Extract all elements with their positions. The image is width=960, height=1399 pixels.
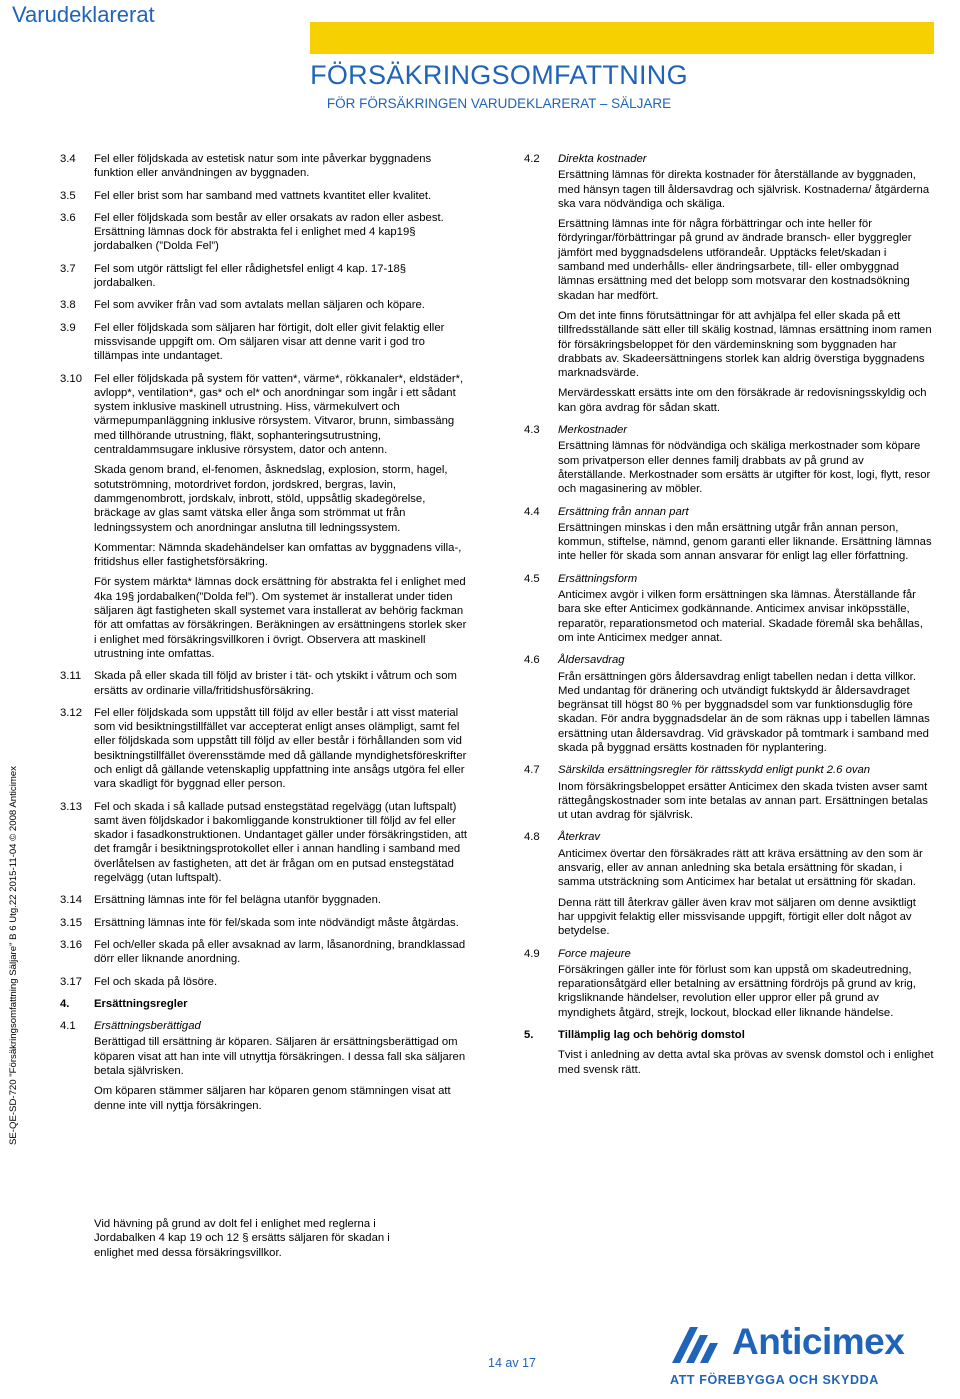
- clause-text: Berättigad till ersättning är köparen. Säljaren är ersättningsberättigad om köparen visat att han inte vill utnyttja försäkringen. I dessa fall ska säljaren betala självrisken.: [94, 1036, 466, 1078]
- clause-text: Fel eller följdskada av estetisk natur som inte påverkar byggnadens funktion eller användningen av byggnaden.: [94, 153, 432, 180]
- clause-number: 4.1: [60, 1020, 76, 1033]
- clause-4-9: [524, 947, 934, 1020]
- clause-number: 3.7: [60, 262, 76, 275]
- clause-heading: Direkta kostnader: [558, 153, 647, 165]
- clause-3-13: [60, 800, 470, 886]
- clause-number: 4.2: [524, 153, 540, 165]
- left-column: [60, 152, 470, 1121]
- clause-text: Ersättning lämnas inte för fel belägna utanför byggnaden.: [94, 894, 382, 907]
- clause-number: 3.14: [60, 894, 82, 907]
- clause-text: Ersättning lämnas inte för fel/skada som inte nödvändigt måste åtgärdas.: [94, 916, 459, 929]
- clause-text: Mervärdesskatt ersätts inte om den försäkrade är redovisningsskyldig och kan göra avdrag för sådan skatt.: [558, 387, 927, 414]
- page-subtitle: FÖR FÖRSÄKRINGEN VARUDEKLARERAT – SÄLJARE: [326, 96, 672, 111]
- clause-number: 4.5: [524, 572, 540, 585]
- clause-number: 4.6: [524, 654, 540, 667]
- clause-3-12: [60, 706, 470, 792]
- logo-tagline: ATT FÖREBYGGA OCH SKYDDA: [670, 1373, 879, 1387]
- clause-number: 4.7: [524, 764, 540, 777]
- clause-text: Fel eller följdskada som består av eller orsakats av radon eller asbest. Ersättning lämnas dock för abstrakta fel i enlighet med 4 kap19§ jordabalken (”Dolda Fel”): [94, 211, 444, 253]
- clause-heading: Återkrav: [558, 831, 601, 844]
- clause-3-4: [60, 152, 470, 181]
- clause-4-8: [524, 830, 934, 938]
- clause-number: 3.9: [60, 321, 76, 334]
- clause-text: Skada genom brand, el-fenomen, åsknedslag, explosion, storm, hagel, sotutströmning, motordrivet fordon, jordskred, bergras, lavin, dammgenombrott, jordskalv, inbrott, stöld, uppsåtlig skadegörelse, bräckage av glas samt vätska eller ånga som strömmat ut från ledningssystem och anordningar anslutna till ledningssystem.: [94, 464, 448, 534]
- clause-text: Skada på eller skada till följd av brister i tät- och ytskikt i våtrum och som ersätts av ordinarie villa/fritidshusförsäkring.: [94, 670, 457, 697]
- clause-text: Fel som avviker från vad som avtalats mellan säljaren och köpare.: [94, 299, 425, 312]
- clause-text: Ersättning lämnas för direkta kostnader för återställande av byggnaden, med hänsyn tagen till åldersavdrag och självrisk. Kostnaderna/ åtgärderna ska vara nödvändiga och skäliga.: [558, 169, 930, 210]
- clause-3-8: [60, 298, 470, 312]
- clause-number: 5.: [524, 1029, 534, 1042]
- clause-text: Tvist i anledning av detta avtal ska prövas av svensk domstol och i enlighet med svensk rätt.: [558, 1049, 934, 1076]
- clause-text: Fel eller brist som har samband med vattnets kvantitet eller kvalitet.: [94, 189, 432, 202]
- clause-3-11: [60, 669, 470, 698]
- clause-4-1: [60, 1019, 470, 1113]
- anticimex-logo: [668, 1323, 938, 1391]
- clause-number: 3.11: [60, 670, 82, 683]
- clause-heading: Ersättningsregler: [94, 997, 188, 1010]
- clause-3-9: [60, 321, 470, 364]
- document-reference: SE-QE-SD-720 "Försäkringsomfattning Säljare" B 6 Utg.22 2015-11-04 © 2008 Anticimex: [8, 766, 19, 1145]
- clause-text: Kommentar: Nämnda skadehändelser kan omfattas av byggnadens villa-, fritidshus eller fastighetsförsäkring.: [94, 541, 462, 569]
- clause-text: Anticimex övertar den försäkrades rätt att kräva ersättning av den som är ansvarig, eller av annan anledning ska betala ersättning för skadan, i samma utsträckning som Anticimex har betalat ut ersättning för skadan.: [558, 847, 923, 889]
- clause-3-10: [60, 372, 470, 662]
- clause-text: Ersättning lämnas inte för några förbättringar och inte heller för fördyringar/förbättringar på grund av ändrade bransch- eller byggregler jämfört med byggnadsdelens utförandeår. Upptäcks felet/skadan i samband med underhålls- eller ändringsarbete, till- eller ombyggnad lämnas ersättning med det belopp som motsvarar den kostnadsökning skadan har medfört.: [558, 218, 912, 302]
- clause-number: 3.10: [60, 372, 82, 385]
- footer-note: Vid hävning på grund av dolt fel i enlighet med reglerna i Jordabalken 4 kap 19 och 12 § ersätts säljaren för skadan i enlighet med dessa försäkringsvillkor.: [94, 1218, 390, 1259]
- logo-mark-icon: [668, 1323, 726, 1367]
- clause-3-16: [60, 938, 470, 967]
- clause-3-15: [60, 916, 470, 930]
- yellow-band: [310, 22, 934, 54]
- clause-text: Denna rätt till återkrav gäller även krav mot säljaren om denne avsiktligt har uppgivit felaktig eller missvisande uppgift, förtigit eller dolt något av betydelse.: [558, 896, 916, 938]
- clause-number: 3.16: [60, 938, 82, 951]
- clause-text: Ersättningen minskas i den mån ersättning utgår från annan person, kommun, stiftelse, nämnd, genom garanti eller liknande. Ersättning lämnas inte heller för skada som annan ansvarar för enligt lag eller författning.: [558, 521, 932, 563]
- clause-text: Försäkringen gäller inte för förlust som kan uppstå om skadeutredning, reparationsåtgärd eller betalning av ersättning fördröjs på grund av krig, krigsliknande händelser, revolution eller uppror eller på grund av myndighets åtgärd, strejk, lockout, blockad eller liknande händelse.: [558, 963, 916, 1019]
- clause-number: 4.: [60, 997, 70, 1010]
- clause-4-2: [524, 152, 934, 415]
- clause-3-6: [60, 211, 470, 254]
- clause-heading: Merkostnader: [558, 424, 628, 437]
- clause-text: Fel och/eller skada på eller avsaknad av larm, låsanordning, brandklassad dörr eller liknande anordning.: [94, 938, 466, 966]
- clause-heading: Force majeure: [558, 947, 631, 960]
- clause-heading: Ersättningsform: [558, 572, 638, 585]
- logo-name: Anticimex: [732, 1321, 905, 1362]
- clause-heading: Ersättning från annan part: [558, 505, 689, 518]
- clause-number: 3.15: [60, 916, 82, 929]
- clause-heading: Tillämplig lag och behörig domstol: [558, 1029, 745, 1042]
- clause-text: Fel och skada på lösöre.: [94, 975, 218, 988]
- clause-number: 3.8: [60, 299, 76, 312]
- clause-text: Fel eller följdskada som säljaren har förtigit, dolt eller givit felaktig eller missvisande uppgift om. Om säljaren visar att denne varit i god tro tillämpas inte undantaget.: [94, 321, 445, 363]
- clause-text: Fel eller följdskada som uppstått till följd av eller består i att visst material som vid besiktningstillfället var accepterat enligt anses olämpligt, samt fel eller följdskada som uppstått till följd av eller består i förhållanden som vid besiktningstillfället överensstämde med då gällande myndighetsföreskrifter och enligt då gällande vetenskaplig uppfattning inte ansågs utgöra fel eller vara skadligt för byggnad eller person.: [94, 706, 467, 791]
- clause-text: Om det inte finns förutsättningar för att avhjälpa fel eller skada på ett tillfredsställande sätt eller till skälig kostnad, lämnas ersättning inom ramen för försäkringsbeloppet för den värdeminskning som byggnaden har drabbats av. Skadeersättningens storlek kan aldrig överstiga byggnadens marknadsvärde.: [558, 309, 932, 380]
- clause-number: 3.13: [60, 800, 82, 813]
- clause-heading: Åldersavdrag: [558, 654, 625, 667]
- clause-5: [524, 1028, 934, 1077]
- clause-text: Om köparen stämmer säljaren har köparen genom stämningen visat att denne inte vill nyttja försäkringen.: [94, 1085, 451, 1112]
- clause-4-3: [524, 423, 934, 496]
- doc-title: Varudeklarerat: [12, 2, 155, 27]
- right-column: [524, 152, 934, 1085]
- clause-number: 3.5: [60, 189, 76, 202]
- clause-text: Från ersättningen görs åldersavdrag enligt tabellen nedan i detta villkor. Med undantag för dränering och utvändigt fuktskydd är åldersavdraget begränsat till högst 80 % per byggnadsdel som var funktionsduglig före skadan. För andra byggnadsdelar än de som räknas upp i tabellen lämnas ersättning utan åldersavdrag. Vid grävskador på tomtmark i samband med skada på byggnad ersätts kostnaden för nyplantering.: [558, 670, 930, 754]
- clause-heading: Särskilda ersättningsregler för rättsskydd enligt punkt 2.6 ovan: [558, 764, 871, 777]
- clause-number: 4.4: [524, 505, 540, 518]
- clause-text: För system märkta* lämnas dock ersättning för abstrakta fel i enlighet med 4ka 19§ jordabalken(”Dolda fel”). Om systemet är installerat under tiden säljaren ägt fastigheten skall systemet vara installerat av behörig fackman för att omfattas av försäkringen. Beräkningen av ersättningens storlek sker i enlighet med försäkringsvillkoren i övrigt. Observera att maskinell utrustning inte omfattas.: [94, 576, 467, 660]
- clause-3-17: [60, 975, 470, 989]
- clause-number: 3.17: [60, 975, 82, 988]
- clause-4-6: [524, 653, 934, 755]
- clause-number: 3.12: [60, 706, 82, 719]
- clause-text: Ersättning lämnas för nödvändiga och skäliga merkostnader som köpare som privatperson eller dennes familj drabbats av på grund av återställande. Merkostnader som ersätts är utgifter för kost, logi, flytt, resor och magasinering av möbler.: [558, 440, 931, 496]
- clause-number: 4.9: [524, 947, 540, 960]
- clause-number: 3.4: [60, 153, 76, 165]
- clause-text: Fel och skada i så kallade putsad enstegstätad regelvägg (utan luftspalt) samt även följdskador i bakomliggande konstruktioner till följd av fel eller skador i fasadkonstruktionen. Undantaget gäller under försäkringstiden, att det framgår i besiktningsprotokollet eller i annan handling i samband med överlåtelsen av fastigheten, att det är frågan om en putsad enstegstätad regelvägg (utan luftspalt).: [94, 800, 468, 885]
- clause-3-14: [60, 893, 470, 907]
- clause-text: Inom försäkringsbeloppet ersätter Anticimex den skada tvisten avser samt rättegångskostnader som inte betalas av annan part. Ersättningen betalas ut utan avdrag för självrisk.: [558, 780, 928, 822]
- clause-number: 3.6: [60, 211, 76, 224]
- clause-text: Fel som utgör rättsligt fel eller rådighetsfel enligt 4 kap. 17-18§ jordabalken.: [94, 262, 407, 290]
- clause-3-7: [60, 262, 470, 291]
- clause-text: Anticimex avgör i vilken form ersättningen ska lämnas. Återställande får bara ske efter Anticimex godkännande. Anticimex anvisar inköpsställe, reparatör, reparationsmetod och material. Skadade föremål ska behållas, om inte Anticimex medger annat.: [558, 589, 923, 644]
- page-title: FÖRSÄKRINGSOMFATTNING: [310, 60, 688, 90]
- page-number: 14 av 17: [488, 1356, 536, 1370]
- clause-text: Fel eller följdskada på system för vatten*, värme*, rökkanaler*, eldstäder*, avlopp*, ventilation*, gas* och el* och anordningar som ingår i ett sådant system inklusive maskinell utrustning. Hiss, värmekulvert och värmepumpanläggning inklusive rörsystem. Vitvaror, brunn, simbassäng med tillhörande utrustning, fläkt, sophanteringsutrustning, centraldammsugare inklusive rörsystem, dator och antenn.: [94, 372, 464, 457]
- clause-3-5: [60, 189, 470, 203]
- clause-4-4: [524, 505, 934, 564]
- clause-4-7: [524, 763, 934, 822]
- clause-number: 4.8: [524, 831, 540, 844]
- clause-heading: Ersättningsberättigad: [94, 1020, 201, 1033]
- clause-number: 4.3: [524, 424, 540, 437]
- clause-4: [60, 997, 470, 1011]
- clause-4-5: [524, 572, 934, 645]
